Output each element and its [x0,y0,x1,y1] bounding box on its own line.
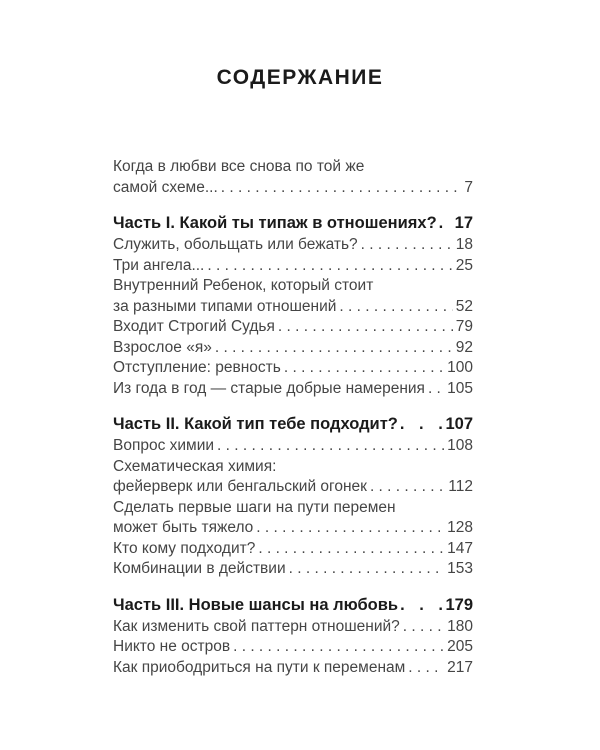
toc-entry [113,518,473,539]
toc-section [113,212,473,399]
toc-entry-label: Как изменить свой паттерн отношений? [113,617,400,635]
dot-leader [278,317,453,338]
toc-entry-label: Как приободриться на пути к переменам [113,658,406,676]
toc-entry-label: может быть тяжело [113,519,254,536]
dot-leader [207,256,452,277]
toc-entry-label: за разными типами отношений [113,297,337,315]
toc-entry-label: Отступление: ревность [113,359,281,376]
toc-section [113,594,473,679]
page-title: СОДЕРЖАНИЕ [216,66,384,89]
dot-leader [403,617,444,638]
dot-leader [284,358,444,379]
dot-leader [361,235,453,256]
dot-leader [400,413,444,436]
toc-entry [113,436,473,457]
dot-leader [370,477,445,498]
toc-entry-line: Сделать первые шаги на пути перемен [113,498,396,516]
toc-page-number: 128 [447,519,473,536]
toc-section [113,157,473,198]
toc-entry-line: Схематическая химия: [113,457,277,475]
toc-page-number: 17 [454,214,473,232]
toc-page-number: 52 [455,297,473,315]
toc-page-number: 25 [455,256,473,274]
toc-page-number: 7 [464,178,473,196]
toc-entry-label: Никто не остров [113,638,231,655]
toc-entry [113,178,473,199]
toc-entry-label: Три ангела... [113,256,205,274]
toc-entry-label: Взрослое «я» [113,338,212,356]
dot-leader [233,637,444,658]
toc-page-number: 112 [448,478,473,495]
toc-page-number: 18 [455,236,473,253]
toc-page-number: 205 [447,638,473,655]
toc-entry [113,338,473,359]
toc-page-number: 147 [447,539,473,557]
toc-entry [113,658,473,679]
toc-entry-line: Внутренний Ребенок, который стоит [113,277,374,294]
toc-part-heading [113,212,473,235]
dot-leader [258,539,444,560]
toc-entry-label: фейерверк или бенгальский огонек [113,478,367,495]
toc-entry-label: самой схеме... [113,178,218,196]
toc-entry-line: Когда в любви все снова по той же [113,158,365,175]
table-of-contents [113,157,473,678]
toc-entry [113,297,473,318]
toc-entry [113,637,473,658]
toc-part-heading-label: Часть I. Какой ты типаж в отношениях? [113,214,437,232]
toc-entry-label: Кто кому подходит? [113,539,256,557]
toc-entry [113,477,473,498]
dot-leader [215,338,453,359]
toc-page-number: 105 [447,379,473,397]
toc-entry-label: Служить, обольщать или бежать? [113,236,358,253]
dot-leader [221,178,462,199]
toc-page-number: 107 [445,415,473,433]
toc-page-number: 108 [447,437,473,454]
toc-entry-label: Из года в год — старые добрые намерения [113,379,425,397]
toc-page-number: 153 [447,560,473,577]
toc-section [113,413,473,580]
toc-page-number: 180 [447,617,473,635]
toc-entry [113,539,473,560]
toc-entry [113,358,473,379]
dot-leader [408,658,444,679]
toc-entry [113,559,473,580]
toc-page-number: 100 [447,359,473,376]
toc-page-number: 217 [447,658,473,676]
toc-page-number: 179 [445,595,473,614]
toc-entry [113,256,473,277]
dot-leader [217,436,444,457]
toc-entry [113,317,473,338]
toc-part-heading [113,594,473,617]
toc-entry [113,235,473,256]
dot-leader [400,594,443,617]
toc-page-number: 92 [455,338,473,356]
toc-entry [113,617,473,638]
dot-leader [339,297,452,318]
toc-entry [113,379,473,400]
toc-part-heading-label: Часть II. Какой тип тебе подходит? [113,415,398,433]
toc-entry-label: Вопрос химии [113,437,215,454]
toc-part-heading [113,413,473,436]
toc-entry-label: Комбинации в действии [113,560,286,577]
dot-leader [428,379,444,400]
toc-entry-label: Входит Строгий Судья [113,318,275,335]
dot-leader [439,212,453,235]
dot-leader [289,559,445,580]
dot-leader [256,518,444,539]
toc-part-heading-label: Часть III. Новые шансы на любовь [113,595,399,614]
toc-page-number: 79 [455,318,473,335]
